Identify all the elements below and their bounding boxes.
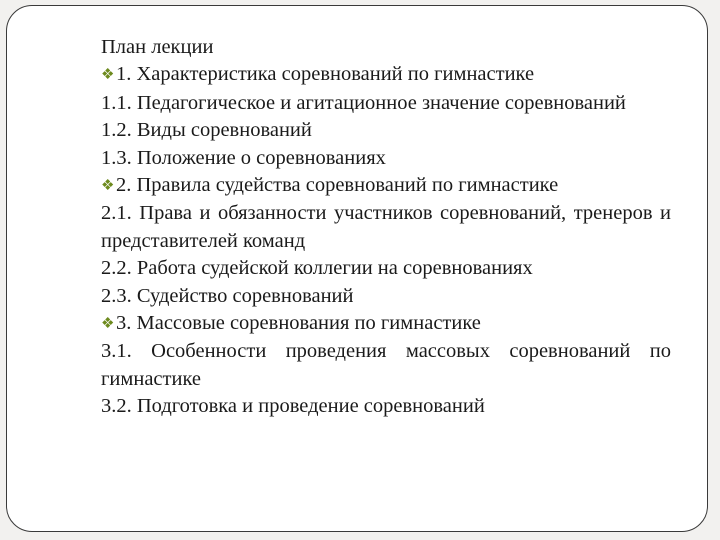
subitem-1-3: 1.3. Положение о соревнованиях	[101, 146, 386, 169]
subitem-3-2: 3.2. Подготовка и проведение соревнований	[101, 395, 485, 418]
subitem-1-1: 1.1. Педагогическое и агитационное значение соревнований	[101, 91, 626, 114]
section-heading-1: ❖1. Характеристика соревнований по гимнастике	[101, 61, 671, 89]
section-heading-3: ❖3. Массовые соревнования по гимнастике	[101, 310, 671, 338]
subitem-2-3: 2.3. Судейство соревнований	[101, 284, 354, 307]
checkmark-v-icon: ❖	[101, 178, 115, 195]
subitem-2-1: 2.1. Права и обязанности участников соревнований, тренеров и представителей команд	[101, 202, 671, 252]
lecture-plan	[101, 34, 671, 421]
checkmark-v-icon: ❖	[101, 67, 115, 84]
section-heading-2: ❖2. Правила судейства соревнований по гимнастике	[101, 172, 671, 200]
subitem-1-2: 1.2. Виды соревнований	[101, 119, 312, 142]
plan-title: План лекции	[101, 36, 214, 58]
subitem-3-1: 3.1. Особенности проведения массовых соревнований по гимнастике	[101, 340, 671, 390]
checkmark-v-icon: ❖	[101, 316, 115, 333]
subitem-2-2: 2.2. Работа судейской коллегии на соревнованиях	[101, 257, 533, 280]
